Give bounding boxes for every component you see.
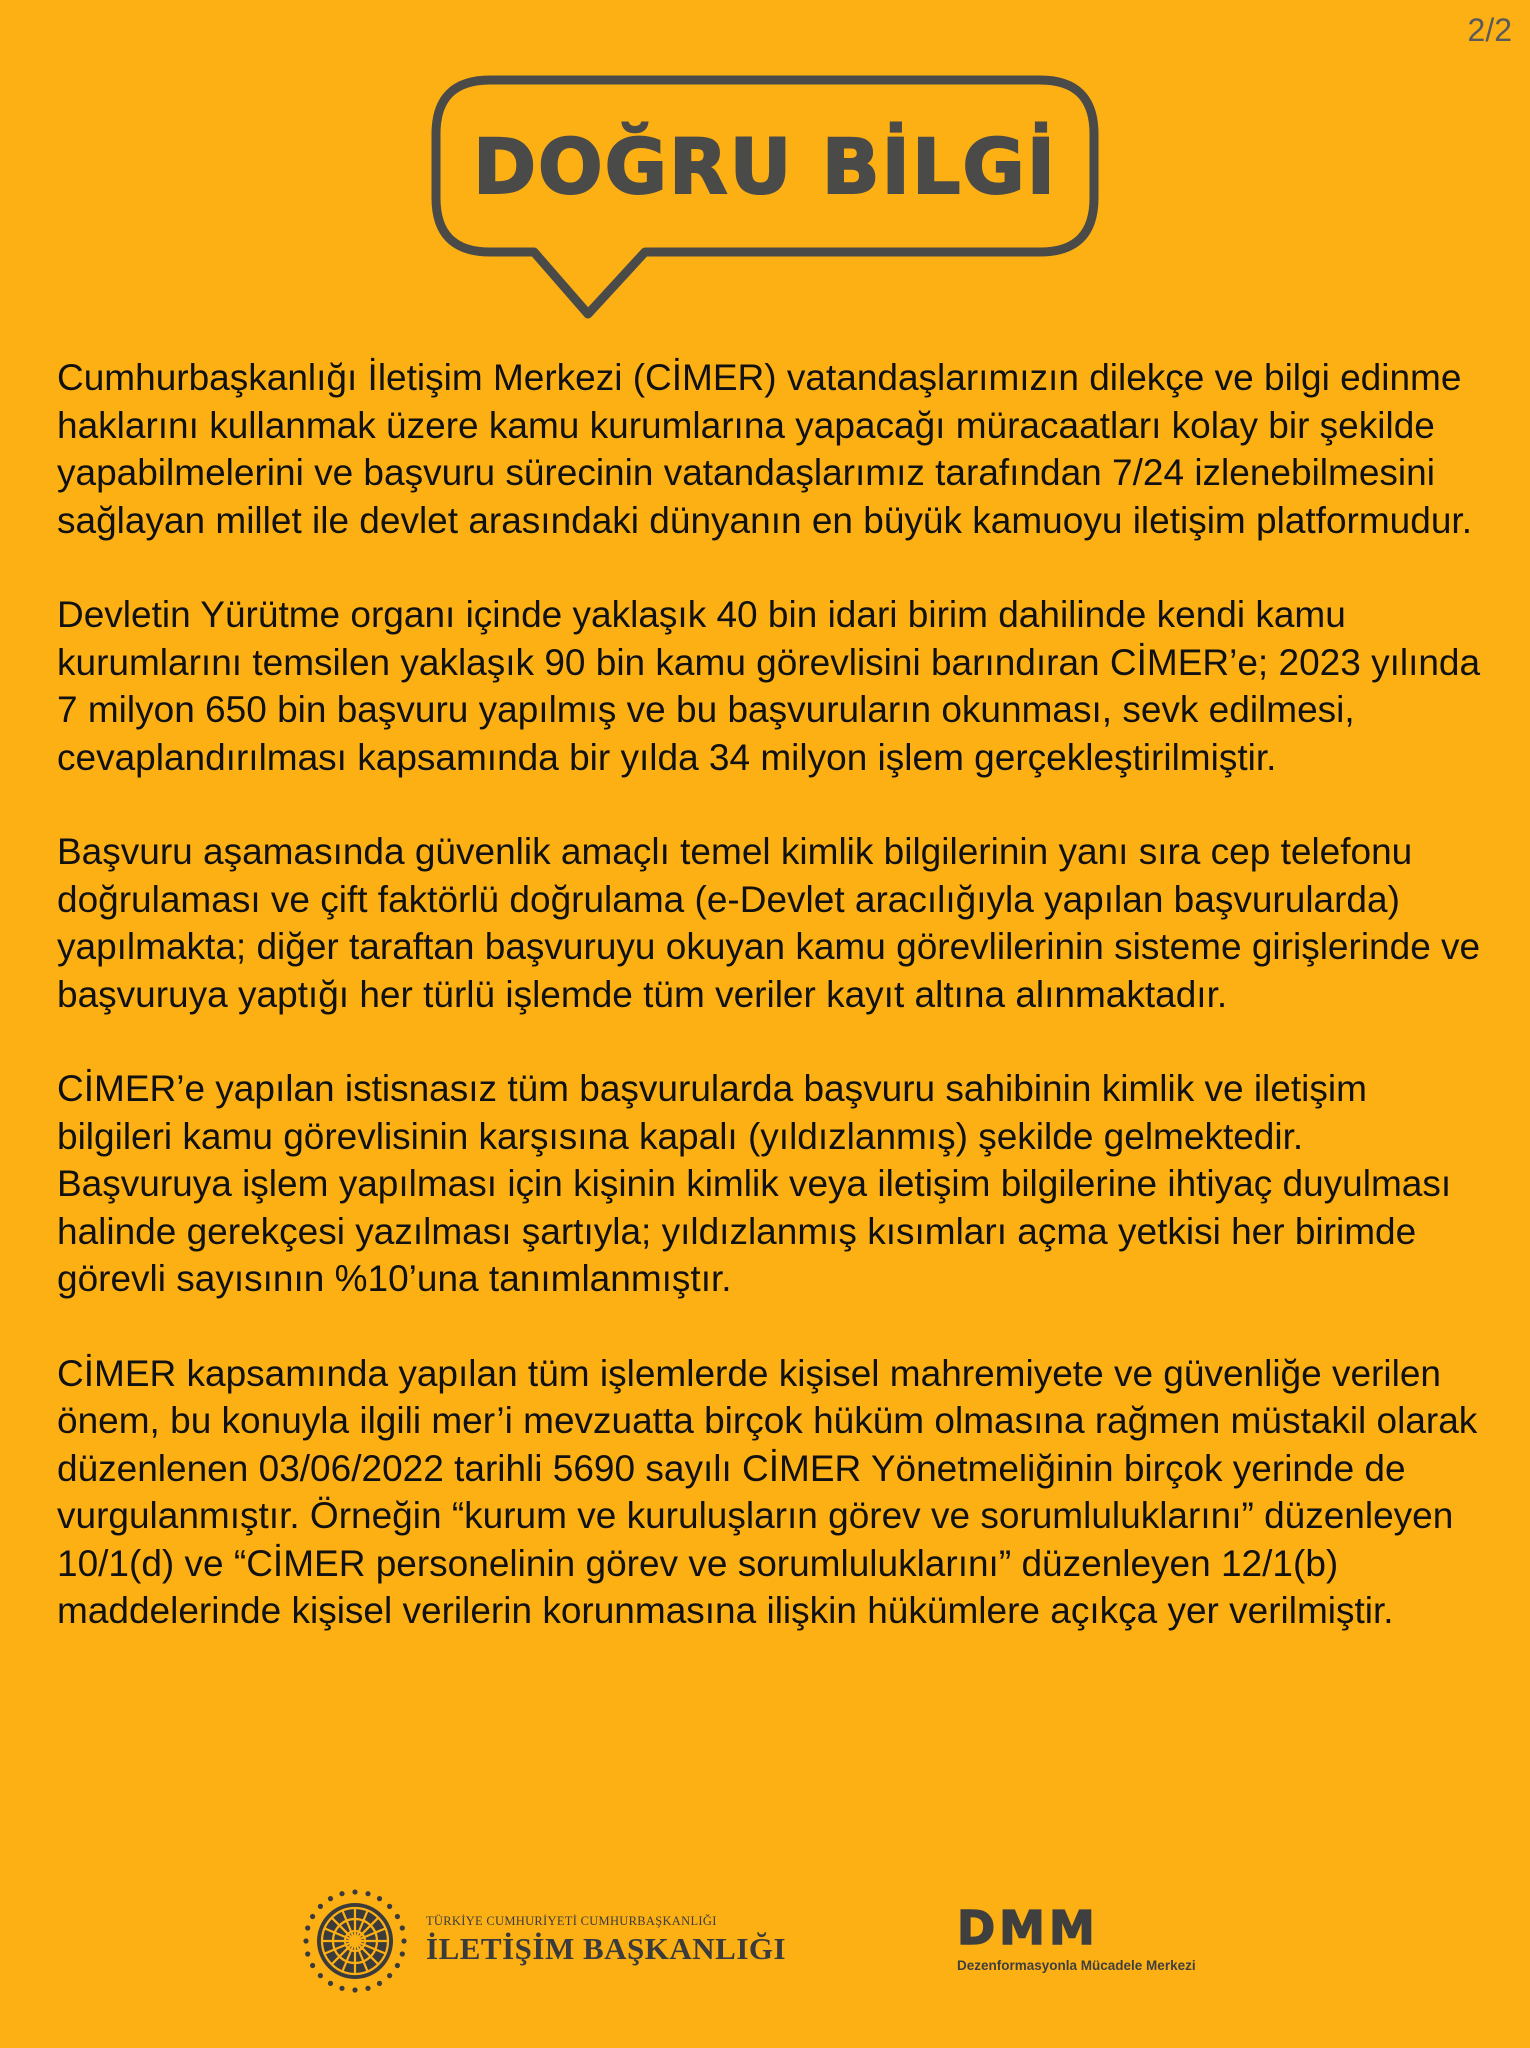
iletisim-logo-subtitle: TÜRKİYE CUMHURİYETİ CUMHURBAŞKANLIĞI	[426, 1914, 717, 1928]
footer-logos	[0, 1880, 1530, 2000]
paragraph-regulation: CİMER kapsamında yapılan tüm işlemlerde kişisel mahremiyete ve güvenliğe verilen önem, bu konuyla ilgili mer’i mevzuatta birçok hüküm olmasına rağmen müstakil olarak düzenlenen 03/06/2022 tarihli 5690 sayılı CİMER Yönetmeliğinin birçok yerinde de vurgulanmıştır. Örneğin “kurum ve kuruluşların görev ve sorumluluklarını” düzenleyen 10/1(d) ve “CİMER personelinin görev ve sorumluluklarını” düzenleyen 12/1(b) maddelerinde kişisel verilerin korunmasına ilişkin hükümlere açıkça yer verilmiştir.	[57, 1352, 1478, 1631]
dmm-logo-wordmark: DMM	[957, 1901, 1099, 1955]
dmm-logo-subtitle: Dezenformasyonla Mücadele Merkezi	[957, 1958, 1196, 1973]
iletisim-emblem-icon	[302, 1888, 408, 1994]
paragraph-statistics: Devletin Yürütme organı içinde yaklaşık 40 bin idari birim dahilinde kendi kamu kurumlarını temsilen yaklaşık 90 bin kamu görevlisini barındıran CİMER’e; 2023 yılında 7 milyon 650 bin başvuru yapılmış ve bu başvuruların okunması, sevk edilmesi, cevaplandırılması kapsamında bir yılda 34 milyon işlem gerçekleştirilmiştir.	[57, 594, 1481, 778]
headline-speech-bubble	[430, 74, 1100, 324]
page-number: 2/2	[1467, 12, 1512, 48]
dmm-logo	[957, 1901, 1196, 1986]
body-text	[57, 354, 1487, 1682]
iletisim-logo-title: İLETİŞİM BAŞKANLIĞI	[426, 1931, 787, 1966]
paragraph-masked-identity: CİMER’e yapılan istisnasız tüm başvurularda başvuru sahibinin kimlik ve iletişim bilgileri kamu görevlisinin karşısına kapalı (yıldızlanmış) şekilde gelmektedir. Başvuruya işlem yapılması için kişinin kimlik veya iletişim bilgilerine ihtiyaç duyulması halinde gerekçesi yazılması şartıyla; yıldızlanmış kısımları açma yetkisi her birimde görevli sayısının %10’una tanımlanmıştır.	[57, 1068, 1452, 1299]
paragraph-security-verification: Başvuru aşamasında güvenlik amaçlı temel kimlik bilgilerinin yanı sıra cep telefonu doğrulaması ve çift faktörlü doğrulama (e-Devlet aracılığıyla yapılan başvurularda) yapılmakta; diğer taraftan başvuruyu okuyan kamu görevlilerinin sisteme girişlerinde ve başvuruya yaptığı her türlü işlemde tüm veriler kayıt altına alınmaktadır.	[57, 831, 1481, 1015]
headline-title: DOĞRU BİLGİ	[472, 121, 1058, 211]
paragraph-cimer-definition: Cumhurbaşkanlığı İletişim Merkezi (CİMER) vatandaşlarımızın dilekçe ve bilgi edinme haklarını kullanmak üzere kamu kurumlarına yapacağı müracaatları kolay bir şekilde yapabilmelerini ve başvuru sürecinin vatandaşlarımız tarafından 7/24 izlenebilmesini sağlayan millet ile devlet arasındaki dünyanın en büyük kamuoyu iletişim platformudur.	[57, 357, 1472, 541]
iletisim-baskanligi-logo	[426, 1914, 786, 1967]
